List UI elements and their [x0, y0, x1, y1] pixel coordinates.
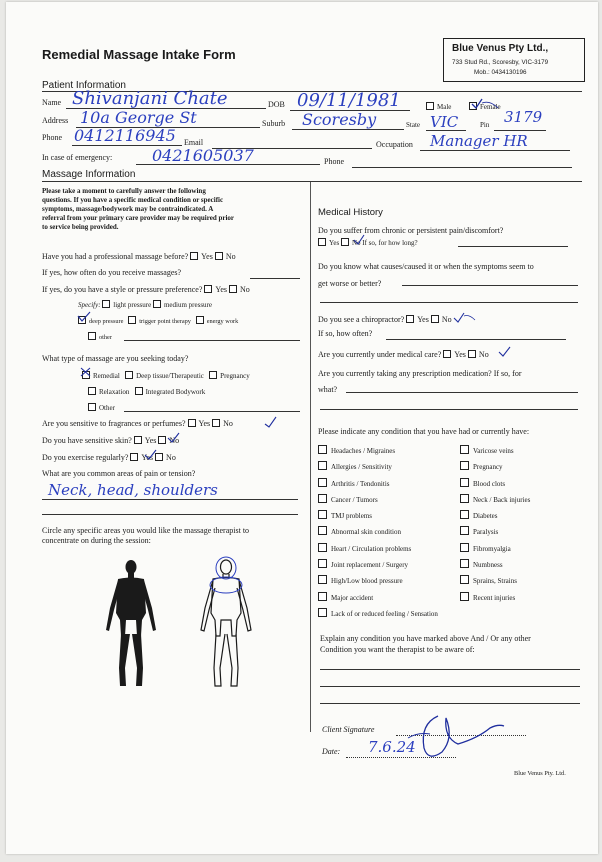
- address-value: 10a George St: [80, 108, 197, 127]
- condition-checkbox[interactable]: Cancer / Tumors: [318, 492, 438, 508]
- body-back-figure[interactable]: [190, 558, 262, 693]
- chronic-no-check-icon: [353, 234, 365, 246]
- condition-checkbox[interactable]: Lack of or reduced feeling / Sensation: [318, 606, 438, 622]
- condition-checkbox[interactable]: Headaches / Migraines: [318, 443, 438, 459]
- condition-checkbox[interactable]: Allergies / Sensitivity: [318, 459, 438, 475]
- condition-checkbox[interactable]: Sprains, Strains: [460, 573, 530, 589]
- skin-yes-check-icon: [167, 432, 181, 444]
- female-option[interactable]: Female: [469, 102, 501, 111]
- address-label: Address: [42, 116, 69, 125]
- state-label: State: [406, 121, 420, 129]
- suburb-field[interactable]: [292, 129, 404, 130]
- company-address: 733 Stud Rd., Scoresby, VIC-3179: [452, 59, 549, 66]
- emergency-value: 0421605037: [152, 146, 254, 165]
- intake-form-page: [6, 2, 598, 854]
- q-circle-areas: Circle any specific areas you would like the massage therapist to concentrate on during the session:: [42, 526, 250, 545]
- condition-checkbox[interactable]: Abnormal skin condition: [318, 524, 438, 540]
- condition-checkbox[interactable]: Fibromyalgia: [460, 541, 530, 557]
- chronic-duration-field[interactable]: [458, 246, 568, 247]
- phone-value: 0412116945: [74, 126, 176, 145]
- pain-areas-value: Neck, head, shoulders: [48, 481, 218, 499]
- suburb-value: Scoresby: [302, 110, 377, 129]
- medical-section-title: Medical History: [318, 207, 383, 218]
- company-name: Blue Venus Pty Ltd.,: [452, 43, 549, 54]
- body-front-figure[interactable]: [96, 558, 166, 693]
- column-divider: [310, 182, 311, 732]
- emergency-label: In case of emergency:: [42, 153, 113, 162]
- company-box: [443, 38, 585, 82]
- dob-label: DOB: [268, 100, 285, 109]
- q-how-often: If yes, how often do you receive massages?: [42, 268, 182, 277]
- q-chiro-often: If so, how often?: [318, 329, 373, 338]
- condition-checkbox[interactable]: Blood clots: [460, 476, 530, 492]
- condition-checkbox[interactable]: Joint replacement / Surgery: [318, 557, 438, 573]
- pin-field[interactable]: [494, 130, 546, 131]
- name-label: Name: [42, 98, 62, 107]
- massage-section-title: Massage Information: [42, 169, 136, 180]
- chiro-often-field[interactable]: [386, 339, 566, 340]
- how-often-field[interactable]: [250, 278, 300, 279]
- date-value: 7.6.24: [368, 738, 416, 756]
- causes-field[interactable]: [402, 285, 578, 286]
- q-massage-type: What type of massage are you seeking today?: [42, 354, 189, 363]
- date-label: Date:: [322, 747, 341, 756]
- type-row-2: Relaxation Integrated Bodywork: [88, 387, 205, 396]
- pin-value: 3179: [504, 108, 543, 126]
- specify-row: Specify: light pressure medium pressure: [78, 301, 212, 309]
- condition-checkbox[interactable]: Varicose veins: [460, 443, 530, 459]
- state-value: VIC: [430, 113, 459, 131]
- condition-checkbox[interactable]: Diabetes: [460, 508, 530, 524]
- notice-text: Please take a moment to carefully answer the following questions. If you have a specific medical condition or specific symptoms, massage/bodywork may be contraindicated. A referral from your primary care provider may be required prior to service being provided.: [42, 187, 235, 231]
- condition-checkbox[interactable]: Pregnancy: [460, 459, 530, 475]
- q-medication: Are you currently taking any prescription medication? If so, for what?: [318, 369, 522, 394]
- medical-care-no-check-icon: [498, 346, 512, 358]
- condition-checkbox[interactable]: Paralysis: [460, 524, 530, 540]
- female-check-icon: [470, 98, 500, 112]
- pressure-row: deep pressure trigger point therapy energy work: [78, 316, 238, 325]
- company-mobile: Mob.: 0434130196: [474, 69, 527, 76]
- exercise-yes-check-icon: [144, 449, 158, 461]
- type-other-field[interactable]: [124, 411, 300, 412]
- suburb-label: Suburb: [262, 119, 286, 128]
- q-sensitive-skin: Do you have sensitive skin? Yes No: [42, 436, 180, 445]
- medication-field[interactable]: [346, 392, 578, 393]
- name-value: Shivanjani Chate: [72, 88, 228, 109]
- q-conditions: Please indicate any condition that you have had or currently have:: [318, 427, 530, 436]
- pin-label: Pin: [480, 121, 490, 129]
- q-had-massage: Have you had a professional massage before? Yes No: [42, 252, 236, 261]
- condition-checkbox[interactable]: Arthritis / Tendonitis: [318, 476, 438, 492]
- q-chiropractor: Do you see a chiropractor? Yes No: [318, 315, 452, 324]
- condition-checkbox[interactable]: Heart / Circulation problems: [318, 541, 438, 557]
- q-medical-care: Are you currently under medical care? Yes No: [318, 350, 489, 359]
- q-fragrance: Are you sensitive to fragrances or perfumes? Yes No: [42, 419, 233, 428]
- q-explain-conditions: Explain any condition you have marked above And / Or any other Condition you want the therapist to be aware of:: [320, 634, 531, 654]
- occupation-label: Occupation: [376, 140, 413, 149]
- conditions-left-list: [318, 443, 438, 622]
- occupation-value: Manager HR: [430, 132, 528, 150]
- condition-checkbox[interactable]: TMJ problems: [318, 508, 438, 524]
- condition-checkbox[interactable]: Major accident: [318, 590, 438, 606]
- type-row-1: Remedial Deep tissue/Therapeutic Pregnancy: [82, 371, 250, 380]
- q-style-preference: If yes, do you have a style or pressure preference? Yes No: [42, 285, 250, 294]
- pain-areas-field[interactable]: [42, 499, 298, 500]
- dob-value: 09/11/1981: [297, 90, 401, 111]
- q-causes: Do you know what causes/caused it or when the symptoms seem to get worse or better?: [318, 262, 534, 288]
- signature-label: Client Signature: [322, 725, 375, 734]
- phone2-field[interactable]: [352, 167, 572, 168]
- email-label: Email: [184, 138, 204, 147]
- chiropractor-no-check-icon: [453, 312, 477, 324]
- fragrance-no-check-icon: [264, 416, 278, 428]
- phone-label: Phone: [42, 133, 62, 142]
- chronic-pain-answer: Yes No If so, for how long?: [318, 238, 418, 247]
- explain-field[interactable]: [320, 669, 580, 670]
- condition-checkbox[interactable]: High/Low blood pressure: [318, 573, 438, 589]
- condition-checkbox[interactable]: Neck / Back injuries: [460, 492, 530, 508]
- form-title: Remedial Massage Intake Form: [42, 47, 236, 62]
- conditions-right-list: [460, 443, 530, 606]
- male-option[interactable]: Male: [426, 102, 451, 111]
- condition-checkbox[interactable]: Numbness: [460, 557, 530, 573]
- date-field[interactable]: [346, 757, 456, 758]
- q-pain-areas: What are you common areas of pain or tension?: [42, 469, 196, 478]
- other-pressure: other: [88, 332, 112, 341]
- type-other: Other: [88, 403, 115, 412]
- phone2-label: Phone: [324, 157, 344, 166]
- condition-checkbox[interactable]: Recent injuries: [460, 590, 530, 606]
- footer-company: Blue Venus Pty. Ltd.: [514, 770, 566, 777]
- occupation-field[interactable]: [420, 150, 570, 151]
- q-chronic-pain: Do you suffer from chronic or persistent pain/discomfort?: [318, 226, 504, 235]
- remedial-check-icon: [80, 366, 94, 378]
- patient-section-title: Patient Information: [42, 80, 126, 91]
- other-pressure-field[interactable]: [124, 340, 300, 341]
- deep-pressure-check-icon: [76, 310, 106, 324]
- q-exercise: Do you exercise regularly? Yes No: [42, 453, 176, 462]
